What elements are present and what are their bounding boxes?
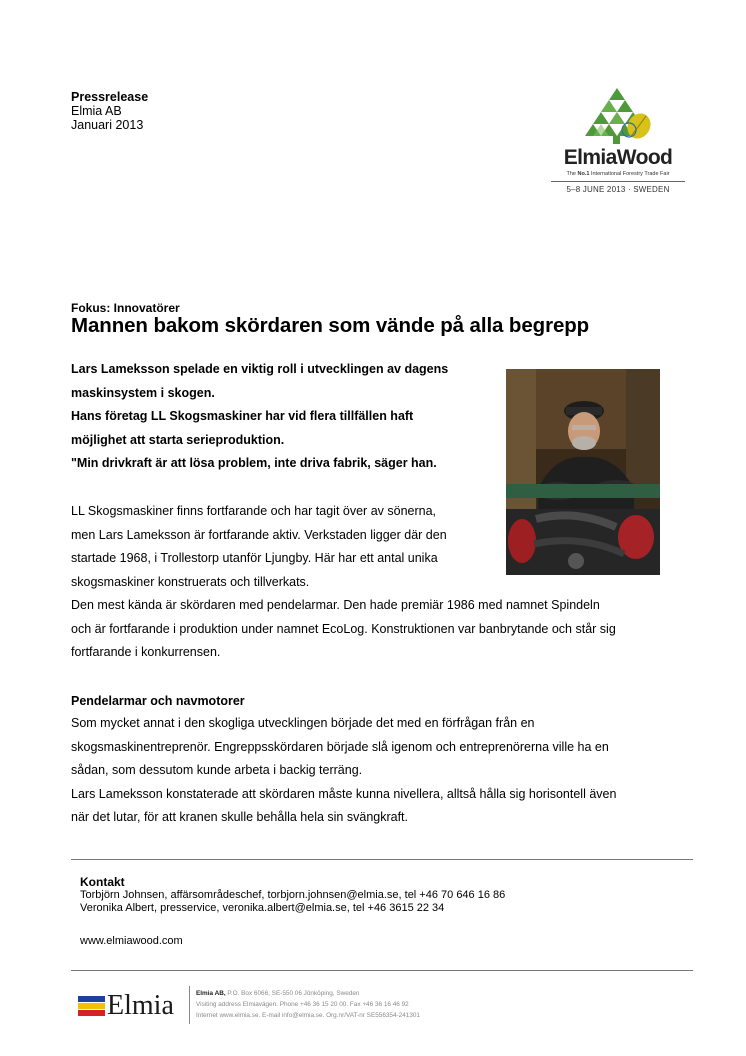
lead-line: maskinsystem i skogen. — [71, 385, 215, 400]
lead-line: "Min drivkraft är att lösa problem, inte driva fabrik, säger han. — [71, 456, 437, 470]
tagline-post: International Forestry Trade Fair — [590, 171, 670, 177]
footer-visiting: Visiting address Elmiavägen. Phone +46 36 15 20 00. Fax +46 36 16 46 92 — [196, 1001, 409, 1008]
elmia-flag-icon — [78, 996, 105, 1016]
body-line: Lars Lameksson konstaterade att skördaren måste kunna nivellera, alltså hålla sig horisontell även — [71, 786, 617, 801]
body-line: när det lutar, för att kranen skulle behålla hela sin svängkraft. — [71, 810, 408, 824]
footer-separator — [189, 986, 190, 1024]
elmia-logo — [78, 990, 188, 1024]
press-date: Januari 2013 — [71, 118, 144, 132]
body-line: och är fortfarande i produktion under namnet EcoLog. Konstruktionen var banbrytande och står sig — [71, 621, 616, 636]
contact-title: Kontakt — [80, 875, 125, 889]
contact-line: Torbjörn Johnsen, affärsområdeschef, torbjorn.johnsen@elmia.se, tel +46 70 646 16 86 — [80, 889, 506, 901]
tagline-pre: The — [566, 171, 576, 177]
section-subheading: Pendelarmar och navmotorer — [71, 694, 245, 708]
footer-address-line — [196, 988, 420, 999]
website-link[interactable]: www.elmiawood.com — [80, 935, 183, 947]
body-line: Som mycket annat i den skogliga utvecklingen började det med en förfrågan från en — [71, 716, 535, 730]
article-kicker: Fokus: Innovatörer — [71, 301, 180, 315]
footer-company: Elmia AB, — [196, 990, 226, 997]
press-company: Elmia AB — [71, 104, 122, 118]
lead-line: möjlighet att starta serieproduktion. — [71, 432, 285, 447]
footer-address — [196, 988, 420, 1021]
body-line: startade 1968, i Trollestorp utanför Ljungby. Här har ett antal unika — [71, 551, 438, 565]
divider-bottom — [71, 970, 693, 971]
portrait-photo — [506, 369, 660, 575]
contact-block — [80, 876, 505, 915]
body-line: LL Skogsmaskiner finns fortfarande och har tagit över av sönerna, — [71, 504, 437, 518]
divider-top — [71, 859, 693, 860]
body-paragraph-1 — [71, 500, 501, 594]
body-paragraph-2 — [71, 594, 671, 665]
body-line: fortfarande i konkurrensen. — [71, 645, 221, 659]
footer-postal: P.O. Box 6066, SE-550 06 Jönköping, Sweden — [227, 990, 360, 997]
elmiawood-dates: 5–8 JUNE 2013 · SWEDEN — [566, 185, 670, 194]
body-line: Den mest kända är skördaren med pendelarmar. Den hade premiär 1986 med namnet Spindeln — [71, 598, 600, 612]
tree-logo-icon — [549, 86, 689, 146]
press-title: Pressrelease — [71, 90, 149, 104]
body-line: skogsmaskinentreprenör. Engreppsskördaren började slå igenom och entreprenörerna ville ha en — [71, 739, 609, 754]
elmia-wordmark: Elmia — [107, 990, 174, 1021]
body-line: men Lars Lameksson är fortfarande aktiv. Verkstaden ligger där den — [71, 527, 447, 542]
elmiawood-tagline — [549, 171, 687, 177]
press-header — [71, 90, 148, 132]
footer-internet: Internet www.elmia.se. E-mail info@elmia.se. Org.nr/VAT-nr SE556354-241301 — [196, 1012, 420, 1019]
lead-line: Hans företag LL Skogsmaskiner har vid flera tillfällen haft — [71, 409, 414, 423]
elmiawood-logo — [549, 86, 689, 201]
body-line: sådan, som dessutom kunde arbeta i backig terräng. — [71, 763, 363, 777]
lead-line: Lars Lameksson spelade en viktig roll i utvecklingen av dagens — [71, 362, 449, 376]
logo-divider — [551, 181, 685, 182]
article-lead — [71, 358, 501, 476]
elmiawood-wordmark: ElmiaWood — [563, 146, 673, 169]
body-paragraph-3 — [71, 712, 691, 830]
tagline-bold: No.1 — [577, 171, 590, 177]
contact-line: Veronika Albert, presservice, veronika.albert@elmia.se, tel +46 3615 22 34 — [80, 902, 445, 914]
article-headline: Mannen bakom skördaren som vände på alla begrepp — [71, 314, 590, 337]
body-line: skogsmaskiner konstruerats och tillverkats. — [71, 574, 310, 589]
